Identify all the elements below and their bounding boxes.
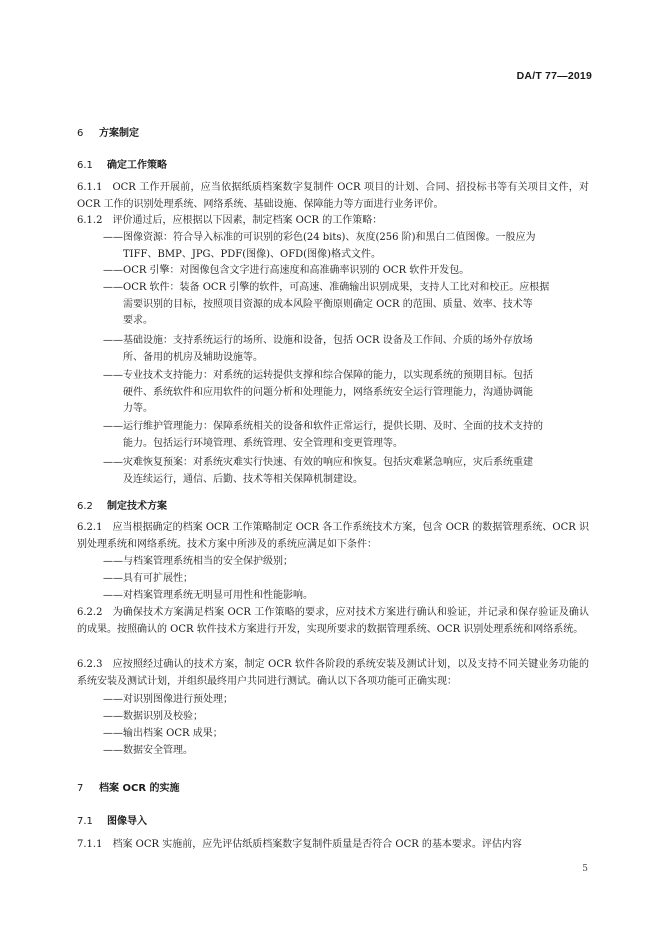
list-item: ——图像资源：符合导入标准的可识别的彩色(24 bits)、灰度(256 阶)和黑白二值图像。一般应为 TIFF、BMP、JPG、PDF(图像)、OFD(图像)格式文件。 (103, 232, 536, 260)
section-title: 确定工作策略 (107, 160, 167, 171)
list-item: ——灾难恢复预案：对系统灾难实行快速、有效的响应和恢复。包括灾难紧急响应，灾后系统重建 及连续运行，通信、后勤、技术等相关保障机制建设。 (103, 457, 533, 485)
clause-text: 应当根据确定的档案 OCR 工作策略制定 OCR 各工作系统技术方案，包含 OCR 的数据管理系统、OCR 识别处理系统和网络系统。技术方案中所涉及的系统应满足如下条件： (77, 522, 589, 550)
list-item: ——OCR 引擎：对图像包含文字进行高速度和高准确率识别的 OCR 软件开发包。 (103, 265, 470, 276)
section-title: 制定技术方案 (107, 501, 167, 512)
standard-code: DA/T 77—2019 (516, 70, 592, 82)
list-item: ——具有可扩展性； (103, 573, 193, 584)
clause-number: 6.2.1 (77, 522, 103, 533)
clause-number: 7.1.1 (77, 839, 103, 850)
list-item: ——运行维护管理能力：保障系统相关的设备和软件正常运行，提供长期、及时、全面的技术支持的 能力。包括运行环境管理、系统管理、安全管理和变更管理等。 (103, 421, 543, 449)
list-item: ——数据安全管理。 (103, 745, 193, 756)
list-item: ——基础设施：支持系统运行的场所、设施和设备，包括 OCR 设备及工作间、介质的场外存放场 所、备用的机房及辅助设施等。 (103, 335, 533, 363)
page-number: 5 (582, 864, 588, 874)
list-item: ——对档案管理系统无明显可用性和性能影响。 (103, 590, 313, 601)
section-6-heading (77, 124, 139, 139)
clause-6-2-1 (77, 520, 589, 553)
clause-7-1-1 (77, 837, 589, 854)
section-title: 方案制定 (99, 128, 139, 139)
section-number: 6.1 (77, 160, 93, 171)
section-title: 图像导入 (107, 816, 147, 827)
section-number: 7 (77, 783, 84, 794)
clause-number: 6.2.3 (77, 659, 103, 670)
list-item: ——与档案管理系统相当的安全保护级别； (103, 556, 293, 567)
list-item: ——输出档案 OCR 成果； (103, 728, 223, 739)
section-7-1-heading (77, 812, 147, 827)
list-item: ——对识别图像进行预处理； (103, 694, 233, 705)
list-item: ——OCR 软件：装备 OCR 引擎的软件，可高速、准确输出识别成果，支持人工比对和校正。应根据 需要识别的目标，按照项目资源的成本风险平衡原则确定 OCR 的范围、质量、效率、技术等 要求。 (103, 282, 550, 326)
section-number: 6 (77, 128, 84, 139)
clause-number: 6.1.2 (77, 215, 103, 226)
clause-number: 6.1.1 (77, 182, 103, 193)
clause-6-1-2 (77, 213, 589, 230)
clause-6-2-2 (77, 605, 589, 638)
section-7-heading (77, 779, 180, 794)
clause-6-2-3 (77, 657, 589, 690)
clause-text: 评价通过后，应根据以下因素，制定档案 OCR 的工作策略： (112, 215, 383, 226)
list-item: ——数据识别及校验； (103, 711, 203, 722)
clause-text: 应按照经过确认的技术方案，制定 OCR 软件各阶段的系统安装及测试计划，以及支持不同关键业务功能的系统安装及测试计划，并组织最终用户共同进行测试。确认以下各项功能可正确实现： (77, 659, 589, 687)
clause-text: OCR 工作开展前，应当依据纸质档案数字复制件 OCR 项目的计划、合同、招投标书等有关项目文件，对 OCR 工作的识别处理系统、网络系统、基础设施、保障能力等方面进行业务评价。 (77, 182, 589, 210)
clause-6-1-1 (77, 180, 589, 213)
section-number: 7.1 (77, 816, 93, 827)
clause-number: 6.2.2 (77, 607, 103, 618)
section-number: 6.2 (77, 501, 93, 512)
clause-text: 为确保技术方案满足档案 OCR 工作策略的要求，应对技术方案进行确认和验证，并记录和保存验证及确认的成果。按照确认的 OCR 软件技术方案进行开发，实现所要求的数据管理系统、OCR 识别处理系统和网络系统。 (77, 607, 589, 635)
clause-text: 档案 OCR 实施前，应先评估纸质档案数字复制件质量是否符合 OCR 的基本要求。评估内容 (112, 839, 522, 850)
section-6-2-heading (77, 497, 167, 512)
list-item: ——专业技术支持能力：对系统的运转提供支撑和综合保障的能力，以实现系统的预期目标。包括 硬件、系统软件和应用软件的问题分析和处理能力，网络系统安全运行管理能力，沟通协调能 力等。 (103, 370, 533, 414)
section-title: 档案 OCR 的实施 (99, 783, 180, 794)
section-6-1-heading (77, 156, 167, 171)
